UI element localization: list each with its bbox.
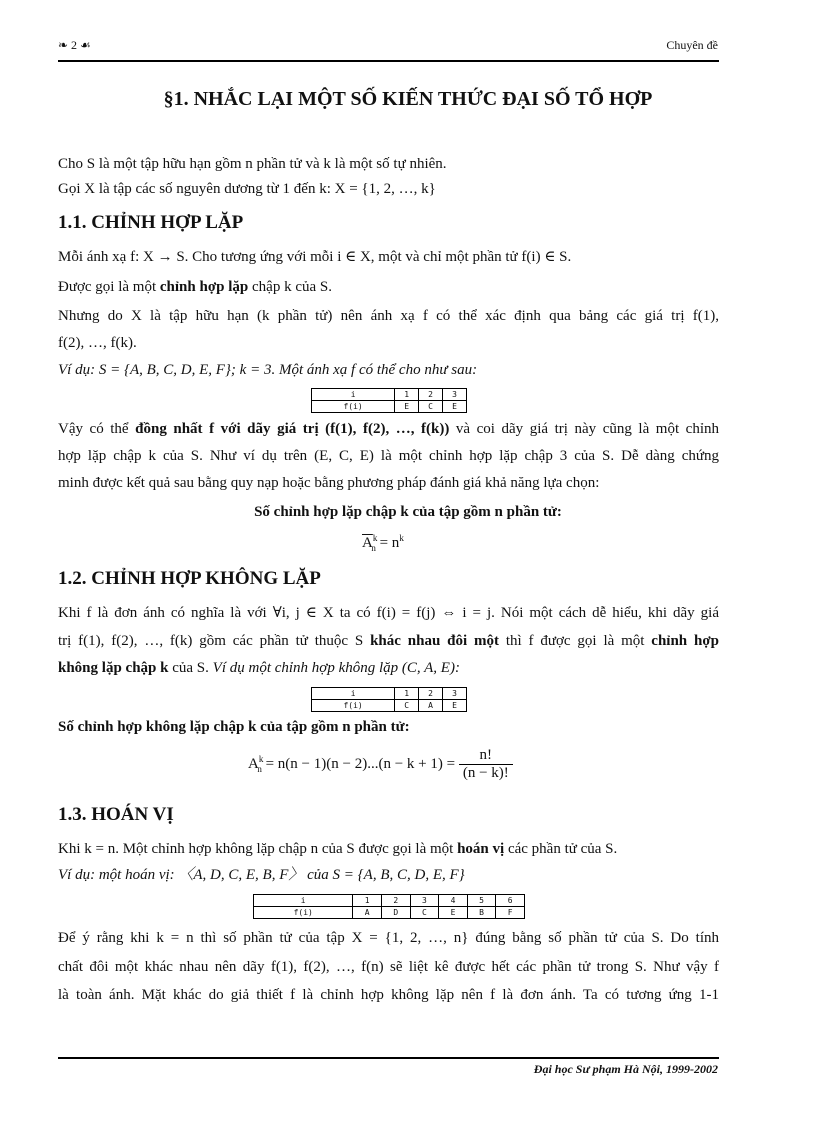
table-row xyxy=(312,688,467,700)
table-cell: f(i) xyxy=(254,907,353,919)
section-heading-1-1: 1.1. CHỈNH HỢP LẶP xyxy=(58,212,244,233)
table-cell: D xyxy=(382,907,411,919)
table-cell: 2 xyxy=(419,688,443,700)
table-cell: E xyxy=(439,907,468,919)
formula-symbol: $\overline{A}$ xyxy=(362,535,373,551)
table-cell: 1 xyxy=(395,688,419,700)
table-cell: A xyxy=(353,907,382,919)
formula-symbol: A xyxy=(248,755,259,772)
formula-rhs-sup: k xyxy=(399,533,404,543)
s3-example: Ví dụ: một hoán vị: 〈A, D, C, E, B, F〉 của S = {A, B, C, D, E, F} xyxy=(58,867,465,883)
s1-para-2: hợp lặp chập k của S. Như ví dụ trên (E, C, E) là một chỉnh hợp lặp chập 3 của S. Dễ dàng chứng xyxy=(58,448,719,464)
s1-line-2: Được gọi là một chỉnh hợp lặp chập k của S. xyxy=(58,279,332,295)
table-cell: 1 xyxy=(395,389,419,401)
footer-institution: Đại học Sư phạm Hà Nội, 1999-2002 xyxy=(533,1062,718,1076)
formula-sup: k xyxy=(372,533,378,543)
table-cell: 2 xyxy=(419,389,443,401)
table-row xyxy=(312,389,467,401)
formula-sup: k xyxy=(258,753,264,764)
mapping-table-1 xyxy=(311,388,467,413)
s1-para-1: Vậy có thể đồng nhất f với dãy giá trị (f(1), f(2), …, f(k)) và coi dãy giá trị này cũng là một chỉnh xyxy=(58,421,719,437)
s2-line-3: không lặp chập k của S. Ví dụ một chỉnh hợp không lặp (C, A, E): xyxy=(58,660,460,676)
formula-chinh-hop-lap xyxy=(362,533,404,553)
formula-numerator: n! xyxy=(459,747,513,765)
header-rule xyxy=(58,60,719,62)
section-heading-1-3: 1.3. HOÁN VỊ xyxy=(58,804,174,825)
s3-para-3: là toàn ánh. Mặt khác do giả thiết f là chỉnh hợp không lặp nên f là đơn ánh. Ta có tương ứng 1-1 xyxy=(58,987,719,1003)
table-row xyxy=(312,401,467,413)
table-cell: i xyxy=(312,389,395,401)
table-cell: C xyxy=(410,907,439,919)
s1-line-4: f(2), …, f(k). xyxy=(58,335,137,351)
table-cell: 2 xyxy=(382,895,411,907)
s1-line-1: Mỗi ánh xạ f: X → S. Cho tương ứng với mỗi i ∈ X, một và chỉ một phần tử f(i) ∈ S. xyxy=(58,249,572,265)
table-cell: E xyxy=(395,401,419,413)
page-number: ❧ 2 ☙ xyxy=(58,38,91,52)
table-cell: 3 xyxy=(443,389,467,401)
header-topic: Chuyên đề xyxy=(666,38,718,52)
mapping-table-2 xyxy=(311,687,467,712)
s1-para-3: minh được kết quả sau bằng quy nạp hoặc bằng phương pháp đánh giá khả năng lựa chọn: xyxy=(58,475,600,491)
s2-line-1: Khi f là đơn ánh có nghĩa là với ∀i, j ∈ X ta có f(i) = f(j) ⇔ i = j. Nói một cách dễ hiểu, khi dãy giá xyxy=(58,605,719,621)
permutation-table xyxy=(253,894,525,919)
table-cell: i xyxy=(254,895,353,907)
s3-para-1: Để ý rằng khi k = n thì số phần tử của tập X = {1, 2, …, n} đúng bằng số phần tử của S. Do tính xyxy=(58,930,719,946)
table-cell: E xyxy=(443,700,467,712)
s1-example: Ví dụ: S = {A, B, C, D, E, F}; k = 3. Một ánh xạ f có thể cho như sau: xyxy=(58,362,478,378)
s3-para-2: chất đôi một khác nhau nên dãy f(1), f(2), …, f(n) sẽ liệt kê được hết các phần tử trong S. Như vậy f xyxy=(58,959,719,975)
table-cell: C xyxy=(395,700,419,712)
formula-sub: n xyxy=(257,763,262,774)
page-title: §1. NHẮC LẠI MỘT SỐ KIẾN THỨC ĐẠI SỐ TỔ HỢP xyxy=(163,88,653,110)
section-heading-1-2: 1.2. CHỈNH HỢP KHÔNG LẶP xyxy=(58,568,321,589)
table-cell: 3 xyxy=(410,895,439,907)
table-cell: A xyxy=(419,700,443,712)
table-cell: 4 xyxy=(439,895,468,907)
formula-fraction xyxy=(459,747,513,782)
table-cell: C xyxy=(419,401,443,413)
table-row xyxy=(312,700,467,712)
table-cell: 6 xyxy=(496,895,525,907)
s1-result: Số chỉnh hợp lặp chập k của tập gồm n phần tử: xyxy=(254,504,562,520)
formula-denominator: (n − k)! xyxy=(462,765,509,781)
footer-rule xyxy=(58,1057,719,1059)
table-cell: f(i) xyxy=(312,700,395,712)
intro-line-1: Cho S là một tập hữu hạn gồm n phần tử và k là một số tự nhiên. xyxy=(58,156,447,172)
s2-result: Số chỉnh hợp không lặp chập k của tập gồm n phần tử: xyxy=(58,719,410,735)
table-cell: 1 xyxy=(353,895,382,907)
table-cell: E xyxy=(443,401,467,413)
s3-line-1: Khi k = n. Một chỉnh hợp không lặp chập n của S được gọi là một hoán vị các phần tử của S. xyxy=(58,841,618,857)
intro-line-2: Gọi X là tập các số nguyên dương từ 1 đến k: X = {1, 2, …, k} xyxy=(58,181,436,197)
s1-line-3: Nhưng do X là tập hữu hạn (k phần tử) nên ánh xạ f có thể xác định qua bảng các giá trị f(1), xyxy=(58,308,719,324)
table-cell: 5 xyxy=(467,895,496,907)
formula-rhs: = n xyxy=(375,535,400,551)
table-cell: F xyxy=(496,907,525,919)
table-cell: 3 xyxy=(443,688,467,700)
s2-line-2: trị f(1), f(2), …, f(k) gồm các phần tử thuộc S khác nhau đôi một thì f được gọi là một chỉnh hợp xyxy=(58,633,719,649)
table-cell: f(i) xyxy=(312,401,395,413)
table-row xyxy=(254,907,525,919)
table-row xyxy=(254,895,525,907)
formula-chinh-hop-khong-lap xyxy=(248,747,513,782)
formula-sub: n xyxy=(371,543,376,553)
formula-mid: = n(n − 1)(n − 2)...(n − k + 1) = xyxy=(261,755,459,772)
table-cell: B xyxy=(467,907,496,919)
table-cell: i xyxy=(312,688,395,700)
